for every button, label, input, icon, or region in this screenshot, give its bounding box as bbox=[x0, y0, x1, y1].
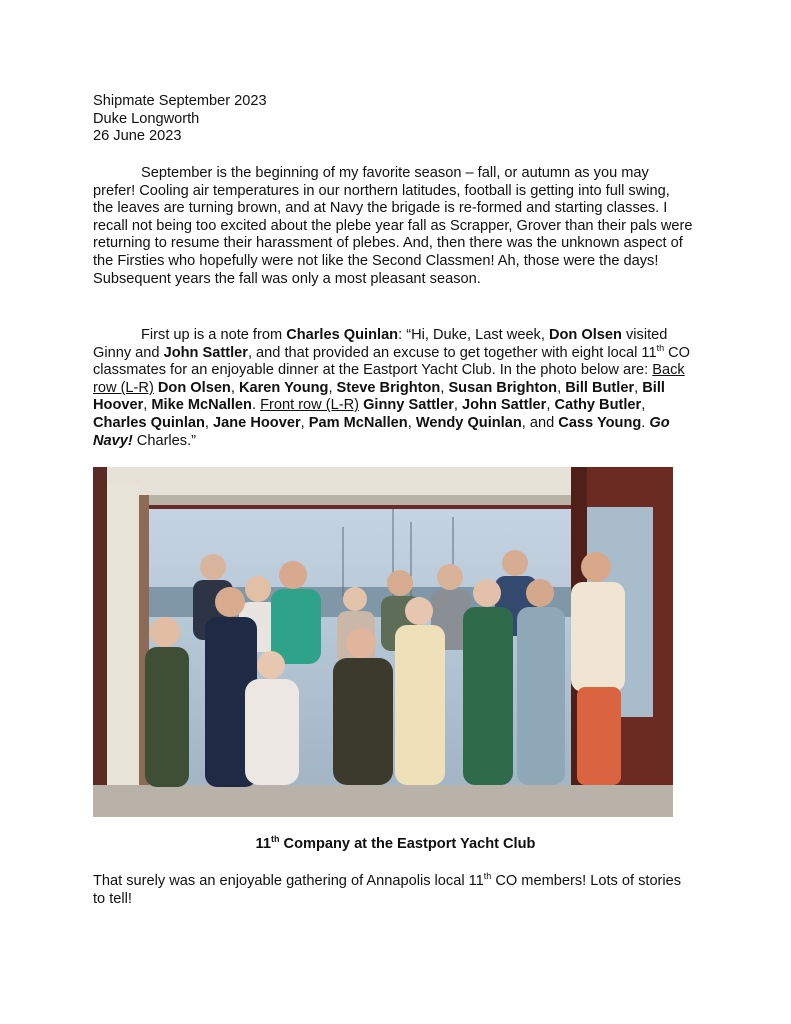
name-charles-quinlan: Charles Quinlan bbox=[286, 327, 399, 343]
publication-line: Shipmate September 2023 bbox=[93, 93, 267, 109]
ordinal-suffix: th bbox=[656, 342, 665, 353]
name-front-3: Cathy Butler bbox=[554, 397, 642, 414]
text-run: First up is a note from bbox=[141, 327, 287, 343]
name-front-5: Jane Hoover bbox=[213, 414, 301, 431]
name-john-sattler: John Sattler bbox=[163, 344, 248, 361]
author-line: Duke Longworth bbox=[93, 110, 200, 127]
paragraph-intro bbox=[93, 165, 693, 288]
text-run: : “Hi, Duke, Last week, bbox=[398, 327, 549, 343]
separator: , bbox=[634, 379, 643, 396]
name-front-8: Cass Young bbox=[558, 414, 642, 431]
go-navy-text: Go Navy! bbox=[93, 414, 670, 449]
ordinal-suffix: th bbox=[270, 834, 280, 845]
header-block bbox=[93, 93, 267, 146]
name-back-4: Susan Brighton bbox=[448, 379, 558, 396]
separator: , bbox=[546, 397, 555, 414]
name-front-4: Charles Quinlan bbox=[93, 414, 205, 431]
separator: , bbox=[204, 414, 214, 431]
front-row-label: Front row (L-R) bbox=[260, 397, 359, 414]
name-back-1: Don Olsen bbox=[157, 379, 231, 396]
back-row-label: Back row (L-R) bbox=[93, 362, 685, 396]
separator: , bbox=[143, 397, 152, 414]
separator: , bbox=[328, 379, 337, 396]
name-back-5: Bill Butler bbox=[565, 379, 635, 396]
group-photo bbox=[93, 467, 673, 817]
separator: , bbox=[557, 379, 566, 396]
text-run: That surely was an enjoyable gathering of Annapolis local 11 bbox=[93, 873, 484, 889]
caption-number: 11 bbox=[255, 836, 271, 852]
name-front-7: Wendy Quinlan bbox=[415, 414, 522, 431]
text-run: , and that provided an excuse to get together with eight local 11 bbox=[247, 344, 657, 361]
paragraph-closing bbox=[93, 873, 693, 908]
separator: , bbox=[230, 379, 239, 396]
group-photo-image bbox=[93, 467, 673, 817]
name-front-1: Ginny Sattler bbox=[363, 397, 454, 414]
photo-caption bbox=[0, 836, 791, 852]
signoff-text: Charles.” bbox=[132, 432, 197, 449]
text-run: CO classmates for an enjoyable dinner at the Eastport Yacht Club. In the photo below are: bbox=[93, 344, 691, 379]
name-back-7: Mike McNallen bbox=[151, 397, 252, 414]
separator: , bbox=[453, 397, 462, 414]
paragraph-note bbox=[93, 327, 693, 450]
separator: , bbox=[641, 397, 646, 414]
paragraph-intro-text: September is the beginning of my favorite season – fall, or autumn as you may prefer! Cooling air temperatures in our northern latitudes, football is getting into full swing, the leaves are turning brown, and at Navy the brigade is re-formed and starting classes. I recall not being too excited about the plebe year fall as Scrapper, Grover than their pals were returning to resume their harassment of plebes. And, then there was the unknown aspect of the Firsties who hopefully were not like the Second Classmen! Ah, those were the days! Subsequent years the fall was only a most pleasant season. bbox=[93, 165, 693, 287]
separator: , bbox=[407, 414, 416, 431]
date-line: 26 June 2023 bbox=[93, 128, 182, 144]
name-front-6: Pam McNallen bbox=[308, 414, 408, 431]
text-run: visited Ginny and bbox=[93, 327, 668, 361]
name-back-6: Bill Hoover bbox=[93, 379, 665, 414]
caption-text: Company at the Eastport Yacht Club bbox=[279, 836, 536, 852]
separator: , bbox=[440, 379, 449, 396]
separator: , bbox=[300, 414, 309, 431]
name-front-2: John Sattler bbox=[462, 397, 547, 414]
text-run: CO members! Lots of stories to tell! bbox=[93, 873, 682, 907]
name-back-3: Steve Brighton bbox=[336, 379, 441, 396]
name-back-2: Karen Young bbox=[238, 379, 329, 396]
separator: . bbox=[251, 397, 261, 414]
separator: , and bbox=[521, 414, 559, 431]
ordinal-suffix: th bbox=[483, 871, 492, 882]
name-don-olsen: Don Olsen bbox=[548, 327, 622, 343]
separator: . bbox=[641, 414, 650, 431]
